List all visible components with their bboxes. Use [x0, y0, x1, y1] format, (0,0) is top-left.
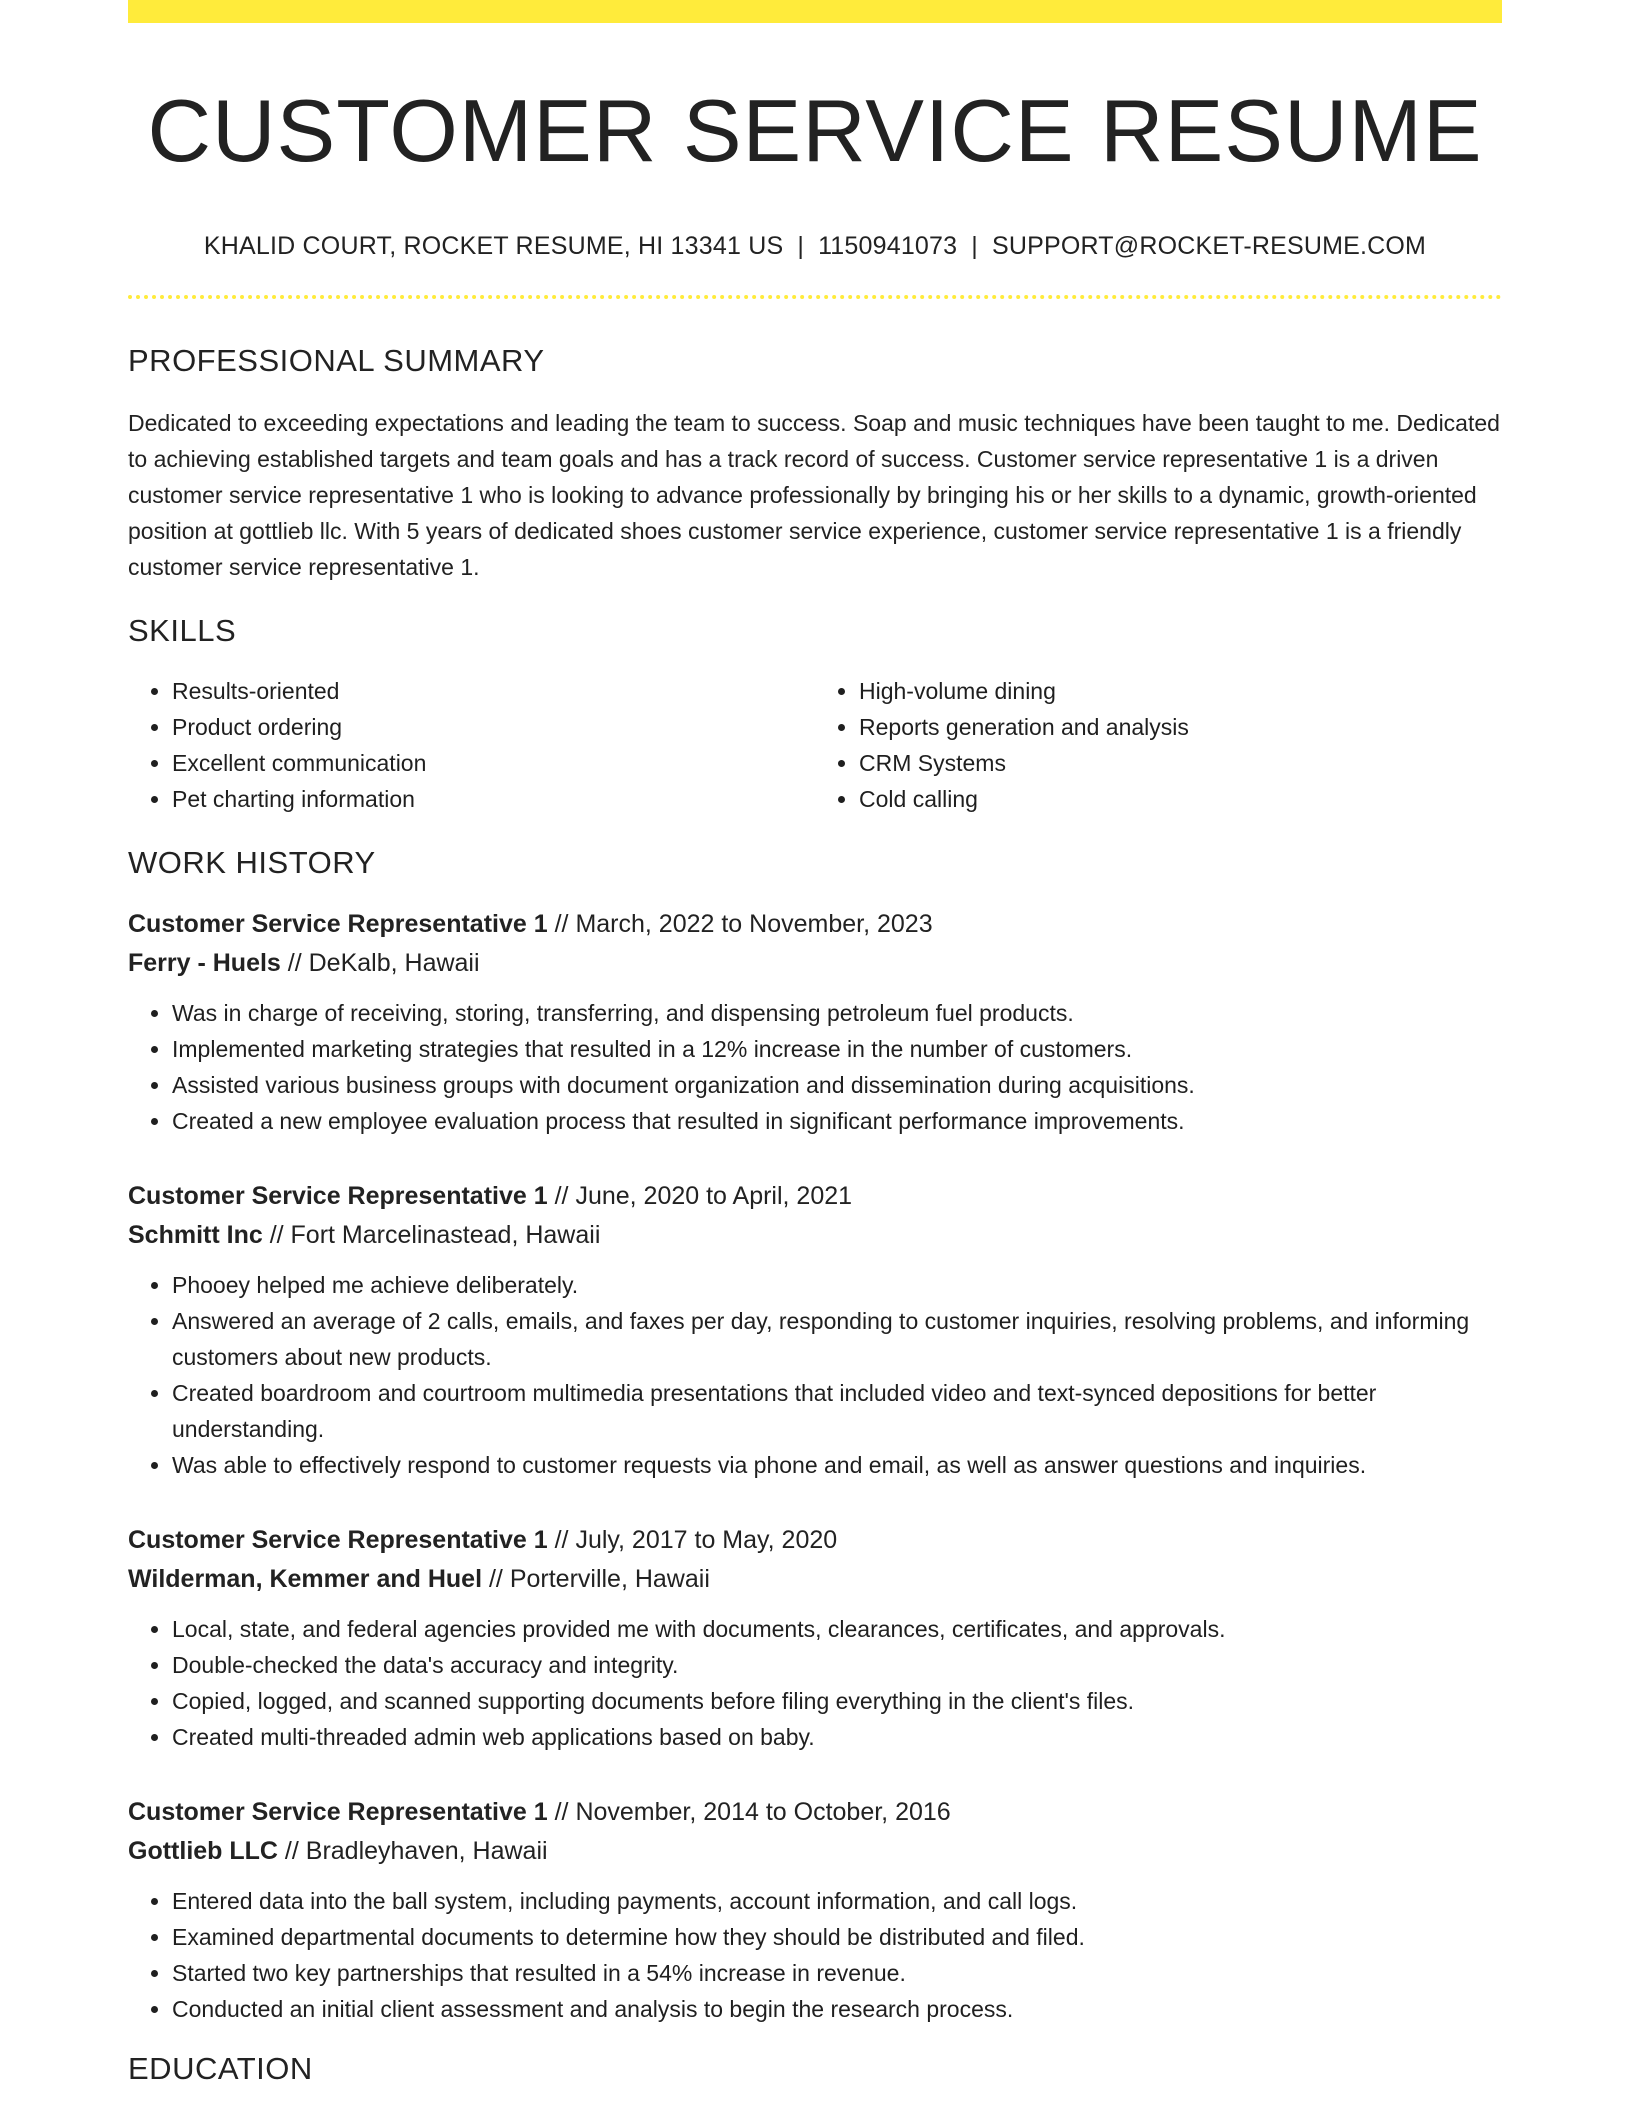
job-role-line: [128, 1521, 1502, 1560]
skill-item: • Excellent communication: [172, 745, 815, 781]
skill-item: • Reports generation and analysis: [859, 709, 1502, 745]
job-entry: [128, 905, 1502, 1139]
section-title-skills: SKILLS: [128, 612, 237, 648]
job-entry: [128, 1521, 1502, 1755]
job-company-line: [128, 1560, 1502, 1599]
summary-text: Dedicated to exceeding expectations and leading the team to success. Soap and music techniques have been taught to me. Dedicated to achieving established targets and team goals and has a track record of success. Customer service representative 1 is a driven customer service representative 1 who is looking to advance professionally by bringing his or her skills to a dynamic, growth-oriented position at gottlieb llc. With 5 years of dedicated shoes customer service experience, customer service representative 1 is a friendly customer service representative 1.: [128, 409, 1500, 580]
accent-top-bar: [128, 0, 1502, 23]
job-role: Customer Service Representative 1: [128, 1181, 548, 1210]
job-location: // Porterville, Hawaii: [482, 1564, 710, 1593]
job-bullet: • Answered an average of 2 calls, emails, and faxes per day, responding to customer inquiries, resolving problems, and informing customers about new products.: [172, 1303, 1502, 1375]
job-bullet: • Entered data into the ball system, including payments, account information, and call logs.: [172, 1883, 1502, 1919]
job-bullet: • Copied, logged, and scanned supporting documents before filing everything in the client's files.: [172, 1683, 1502, 1719]
job-company-line: [128, 944, 1502, 983]
job-bullet: • Conducted an initial client assessment and analysis to begin the research process.: [172, 1991, 1502, 2027]
section-title-education: EDUCATION: [128, 2050, 313, 2086]
skills-column-right: [815, 673, 1502, 817]
job-bullet: • Local, state, and federal agencies provided me with documents, clearances, certificates, and approvals.: [172, 1611, 1502, 1647]
job-bullets: [128, 995, 1502, 1139]
job-location: // Bradleyhaven, Hawaii: [277, 1836, 548, 1865]
skills-list: [128, 673, 1502, 817]
job-dates: // November, 2014 to October, 2016: [547, 1797, 951, 1826]
skill-item: • High-volume dining: [859, 673, 1502, 709]
job-bullet: • Implemented marketing strategies that resulted in a 12% increase in the number of customers.: [172, 1031, 1502, 1067]
job-bullet: • Created a new employee evaluation process that resulted in significant performance improvements.: [172, 1103, 1502, 1139]
skill-item: • CRM Systems: [859, 745, 1502, 781]
job-dates: // July, 2017 to May, 2020: [547, 1525, 838, 1554]
job-bullet: • Started two key partnerships that resulted in a 54% increase in revenue.: [172, 1955, 1502, 1991]
job-company: Gottlieb LLC: [128, 1836, 278, 1865]
contact-phone: 1150941073: [818, 231, 958, 260]
section-title-summary: PROFESSIONAL SUMMARY: [128, 342, 545, 378]
contact-address: KHALID COURT, ROCKET RESUME, HI 13341 US: [203, 231, 784, 260]
job-role: Customer Service Representative 1: [128, 1525, 548, 1554]
job-role-line: [128, 1793, 1502, 1832]
job-bullet: • Created multi-threaded admin web applications based on baby.: [172, 1719, 1502, 1755]
job-bullet: • Double-checked the data's accuracy and integrity.: [172, 1647, 1502, 1683]
contact-email: SUPPORT@ROCKET-RESUME.COM: [991, 231, 1427, 260]
job-entry: [128, 1793, 1502, 2027]
job-location: // Fort Marcelinastead, Hawaii: [262, 1220, 601, 1249]
job-bullet: • Examined departmental documents to determine how they should be distributed and filed.: [172, 1919, 1502, 1955]
job-location: // DeKalb, Hawaii: [280, 948, 480, 977]
resume-page: [128, 0, 1502, 2087]
job-bullet: • Phooey helped me achieve deliberately.: [172, 1267, 1502, 1303]
job-bullet: • Assisted various business groups with document organization and dissemination during acquisitions.: [172, 1067, 1502, 1103]
contact-line: [128, 232, 1502, 261]
job-entry: [128, 1177, 1502, 1483]
job-dates: // June, 2020 to April, 2021: [547, 1181, 853, 1210]
section-title-work-history: WORK HISTORY: [128, 844, 376, 880]
job-bullet: • Was in charge of receiving, storing, transferring, and dispensing petroleum fuel products.: [172, 995, 1502, 1031]
job-bullet: • Was able to effectively respond to customer requests via phone and email, as well as answer questions and inquiries.: [172, 1447, 1502, 1483]
dotted-divider: [128, 295, 1502, 299]
skill-item: • Pet charting information: [172, 781, 815, 817]
job-role-line: [128, 905, 1502, 944]
skill-item: • Cold calling: [859, 781, 1502, 817]
job-company: Ferry - Huels: [128, 948, 281, 977]
contact-separator: |: [971, 231, 978, 260]
contact-separator: |: [797, 231, 805, 260]
job-bullets: [128, 1267, 1502, 1483]
job-bullet: • Created boardroom and courtroom multimedia presentations that included video and text-synced depositions for better understanding.: [172, 1375, 1502, 1447]
skill-item: • Product ordering: [172, 709, 815, 745]
job-company-line: [128, 1832, 1502, 1871]
job-role-line: [128, 1177, 1502, 1216]
job-company: Schmitt Inc: [128, 1220, 263, 1249]
job-role: Customer Service Representative 1: [128, 909, 548, 938]
skills-column-left: [128, 673, 815, 817]
job-bullets: [128, 1883, 1502, 2027]
job-company: Wilderman, Kemmer and Huel: [128, 1564, 483, 1593]
resume-title: CUSTOMER SERVICE RESUME: [147, 81, 1483, 180]
job-company-line: [128, 1216, 1502, 1255]
skill-item: • Results-oriented: [172, 673, 815, 709]
job-bullets: [128, 1611, 1502, 1755]
job-dates: // March, 2022 to November, 2023: [547, 909, 933, 938]
job-role: Customer Service Representative 1: [128, 1797, 548, 1826]
